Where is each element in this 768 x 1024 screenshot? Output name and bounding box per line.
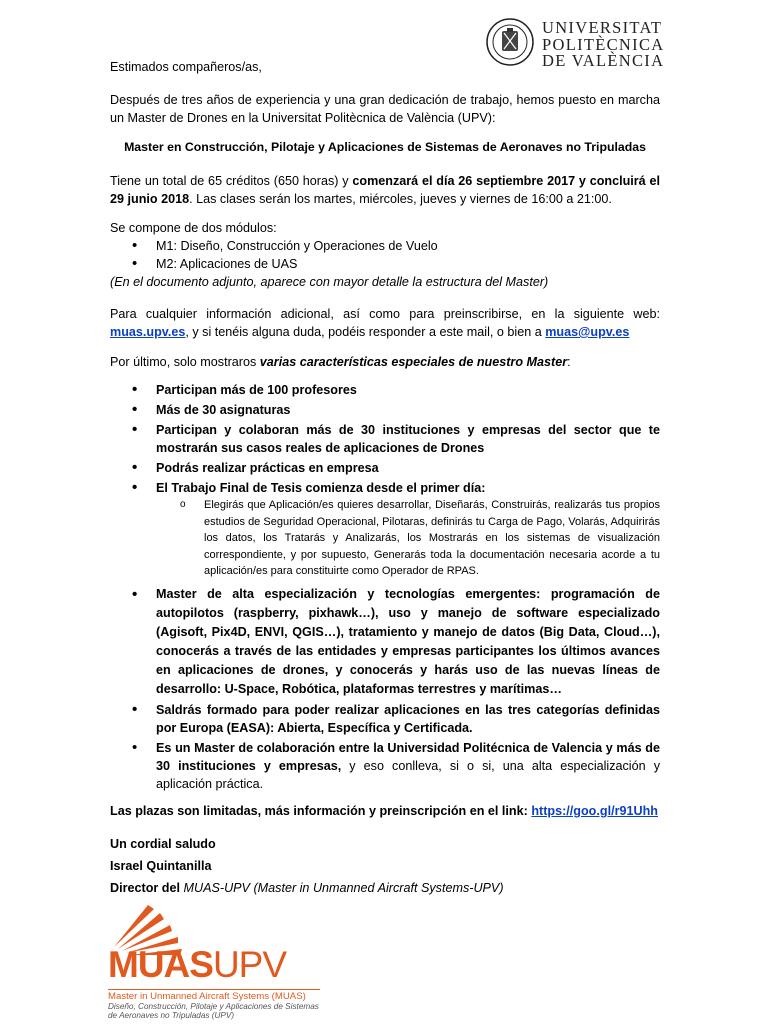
module-item-2: • M2: Aplicaciones de UAS xyxy=(110,255,660,273)
modules-heading: Se compone de dos módulos: xyxy=(110,221,277,235)
signature-name: Israel Quintanilla xyxy=(110,859,212,873)
features-intro xyxy=(110,353,660,371)
feature-subitem-5: o Elegirás que Aplicación/es quieres desarrollar, Diseñarás, Construirás, realizarás tus propios estudios de Seguridad Operacional, Pilotaras, definirás tu Carga de Pago, Volarás, Adquirirás los datos, los Tratarás y Analizarás, los Mostrarás en los sistemas de visualización correspondiente, y por supuesto, Generarás toda la documentación necesaria acorde a tu aplicación/es para constituirte como Operador de RPAS. xyxy=(110,497,660,580)
upv-line-1: UNIVERSITAT xyxy=(542,18,663,37)
master-title: Master en Construcción, Pilotaje y Aplicaciones de Sistemas de Aeronaves no Tripuladas xyxy=(124,140,646,154)
preinscription-link[interactable]: https://goo.gl/r91Uhh xyxy=(531,804,658,818)
signature-greeting: Un cordial saludo xyxy=(110,837,216,851)
signature xyxy=(110,835,660,897)
features-intro-text: Por último, solo mostraros xyxy=(110,355,260,369)
muas-logo xyxy=(108,903,328,1018)
credits-paragraph xyxy=(110,172,660,208)
feature-item-8 xyxy=(110,739,660,793)
greeting: Estimados compañeros/as, xyxy=(110,60,262,74)
muas-caption-2: Diseño, Construcción, Pilotaje y Aplicaciones de Sistemas de Aeronaves no Tripuladas (UPV) xyxy=(108,1002,319,1020)
feature-item-5: • El Trabajo Final de Tesis comienza desde el primer día: xyxy=(110,479,660,497)
closing-line xyxy=(110,802,660,820)
signature-role: Director del xyxy=(110,881,184,895)
features-list xyxy=(110,381,660,793)
web-link[interactable]: muas.upv.es xyxy=(110,325,186,339)
info-text-2: , y si tenéis alguna duda, podéis responder a este mail, o bien a xyxy=(185,325,546,339)
modules-section xyxy=(110,219,660,291)
feature-item-2: • Más de 30 asignaturas xyxy=(110,401,660,419)
email-link[interactable]: muas@upv.es xyxy=(545,325,630,339)
intro-paragraph: Después de tres años de experiencia y una gran dedicación de trabajo, hemos puesto en marcha un Master de Drones en la Universitat Politècnica de València (UPV): xyxy=(110,93,660,125)
feature-item-3: • Participan y colaboran más de 30 instituciones y empresas del sector que te mostrarán sus casos reales de aplicaciones de Drones xyxy=(110,421,660,457)
modules-list xyxy=(110,237,660,273)
feature-item-1: • Participan más de 100 profesores xyxy=(110,381,660,399)
credits-dates: comenzará el día 26 septiembre 2017 y concluirá el 29 junio 2018 xyxy=(110,174,660,206)
feature-8-rest: y eso conlleva, si o si, una alta especialización y aplicación práctica. xyxy=(156,758,660,791)
signature-program: MUAS-UPV (Master in Unmanned Aircraft Systems-UPV) xyxy=(183,881,504,895)
muas-word-2: UPV xyxy=(212,944,287,985)
feature-item-6: • Master de alta especialización y tecnologías emergentes: programación de autopilotos (raspberry, pixhawk…), uso y manejo de software especializado (Agisoft, Pix4D, ENVI, QGIS…), tratamiento y manejo de datos (Big Data, Cloud…), conocerás a través de las entidades y empresas participantes los últimos avances en aplicaciones de drones, y conocerás y harás uso de las nuevas líneas de desarrollo: U-Space, Robótica, plataformas terrestres y marítimas… xyxy=(110,585,660,699)
feature-item-7: • Saldrás formado para poder realizar aplicaciones en las tres categorías definidas por Europa (EASA): Abierta, Específica y Certificada. xyxy=(110,701,660,737)
closing-text: Las plazas son limitadas, más información y preinscripción en el link: xyxy=(110,804,532,818)
muas-divider xyxy=(108,989,320,990)
feature-8-bold: Es un Master de colaboración entre la Universidad Politécnica de Valencia y más de 30 instituciones y empresas, xyxy=(156,740,660,773)
features-intro-emph: varias características especiales de nuestro Master xyxy=(259,355,568,369)
module-item-1: • M1: Diseño, Construcción y Operaciones de Vuelo xyxy=(110,237,660,255)
modules-note: (En el documento adjunto, aparece con mayor detalle la estructura del Master) xyxy=(110,275,549,289)
info-text-1: Para cualquier información adicional, así como para preinscribirse, en la siguiente web: xyxy=(110,307,660,321)
features-intro-colon: : xyxy=(567,355,571,369)
muas-wordmark xyxy=(108,945,286,985)
feature-item-4: • Podrás realizar prácticas en empresa xyxy=(110,459,660,477)
info-paragraph xyxy=(110,305,660,341)
credits-text-2: . Las clases serán los martes, miércoles, jueves y viernes de 16:00 a 21:00. xyxy=(189,192,612,206)
credits-text-1: Tiene un total de 65 créditos (650 horas) y xyxy=(110,174,353,188)
upv-line-3: DE VALÈNCIA xyxy=(542,51,665,70)
muas-word-1: MUAS xyxy=(108,944,213,985)
upv-line-2: POLITÈCNICA xyxy=(542,34,665,54)
muas-caption-1: Master in Unmanned Aircraft Systems (MUAS) xyxy=(108,991,306,1002)
